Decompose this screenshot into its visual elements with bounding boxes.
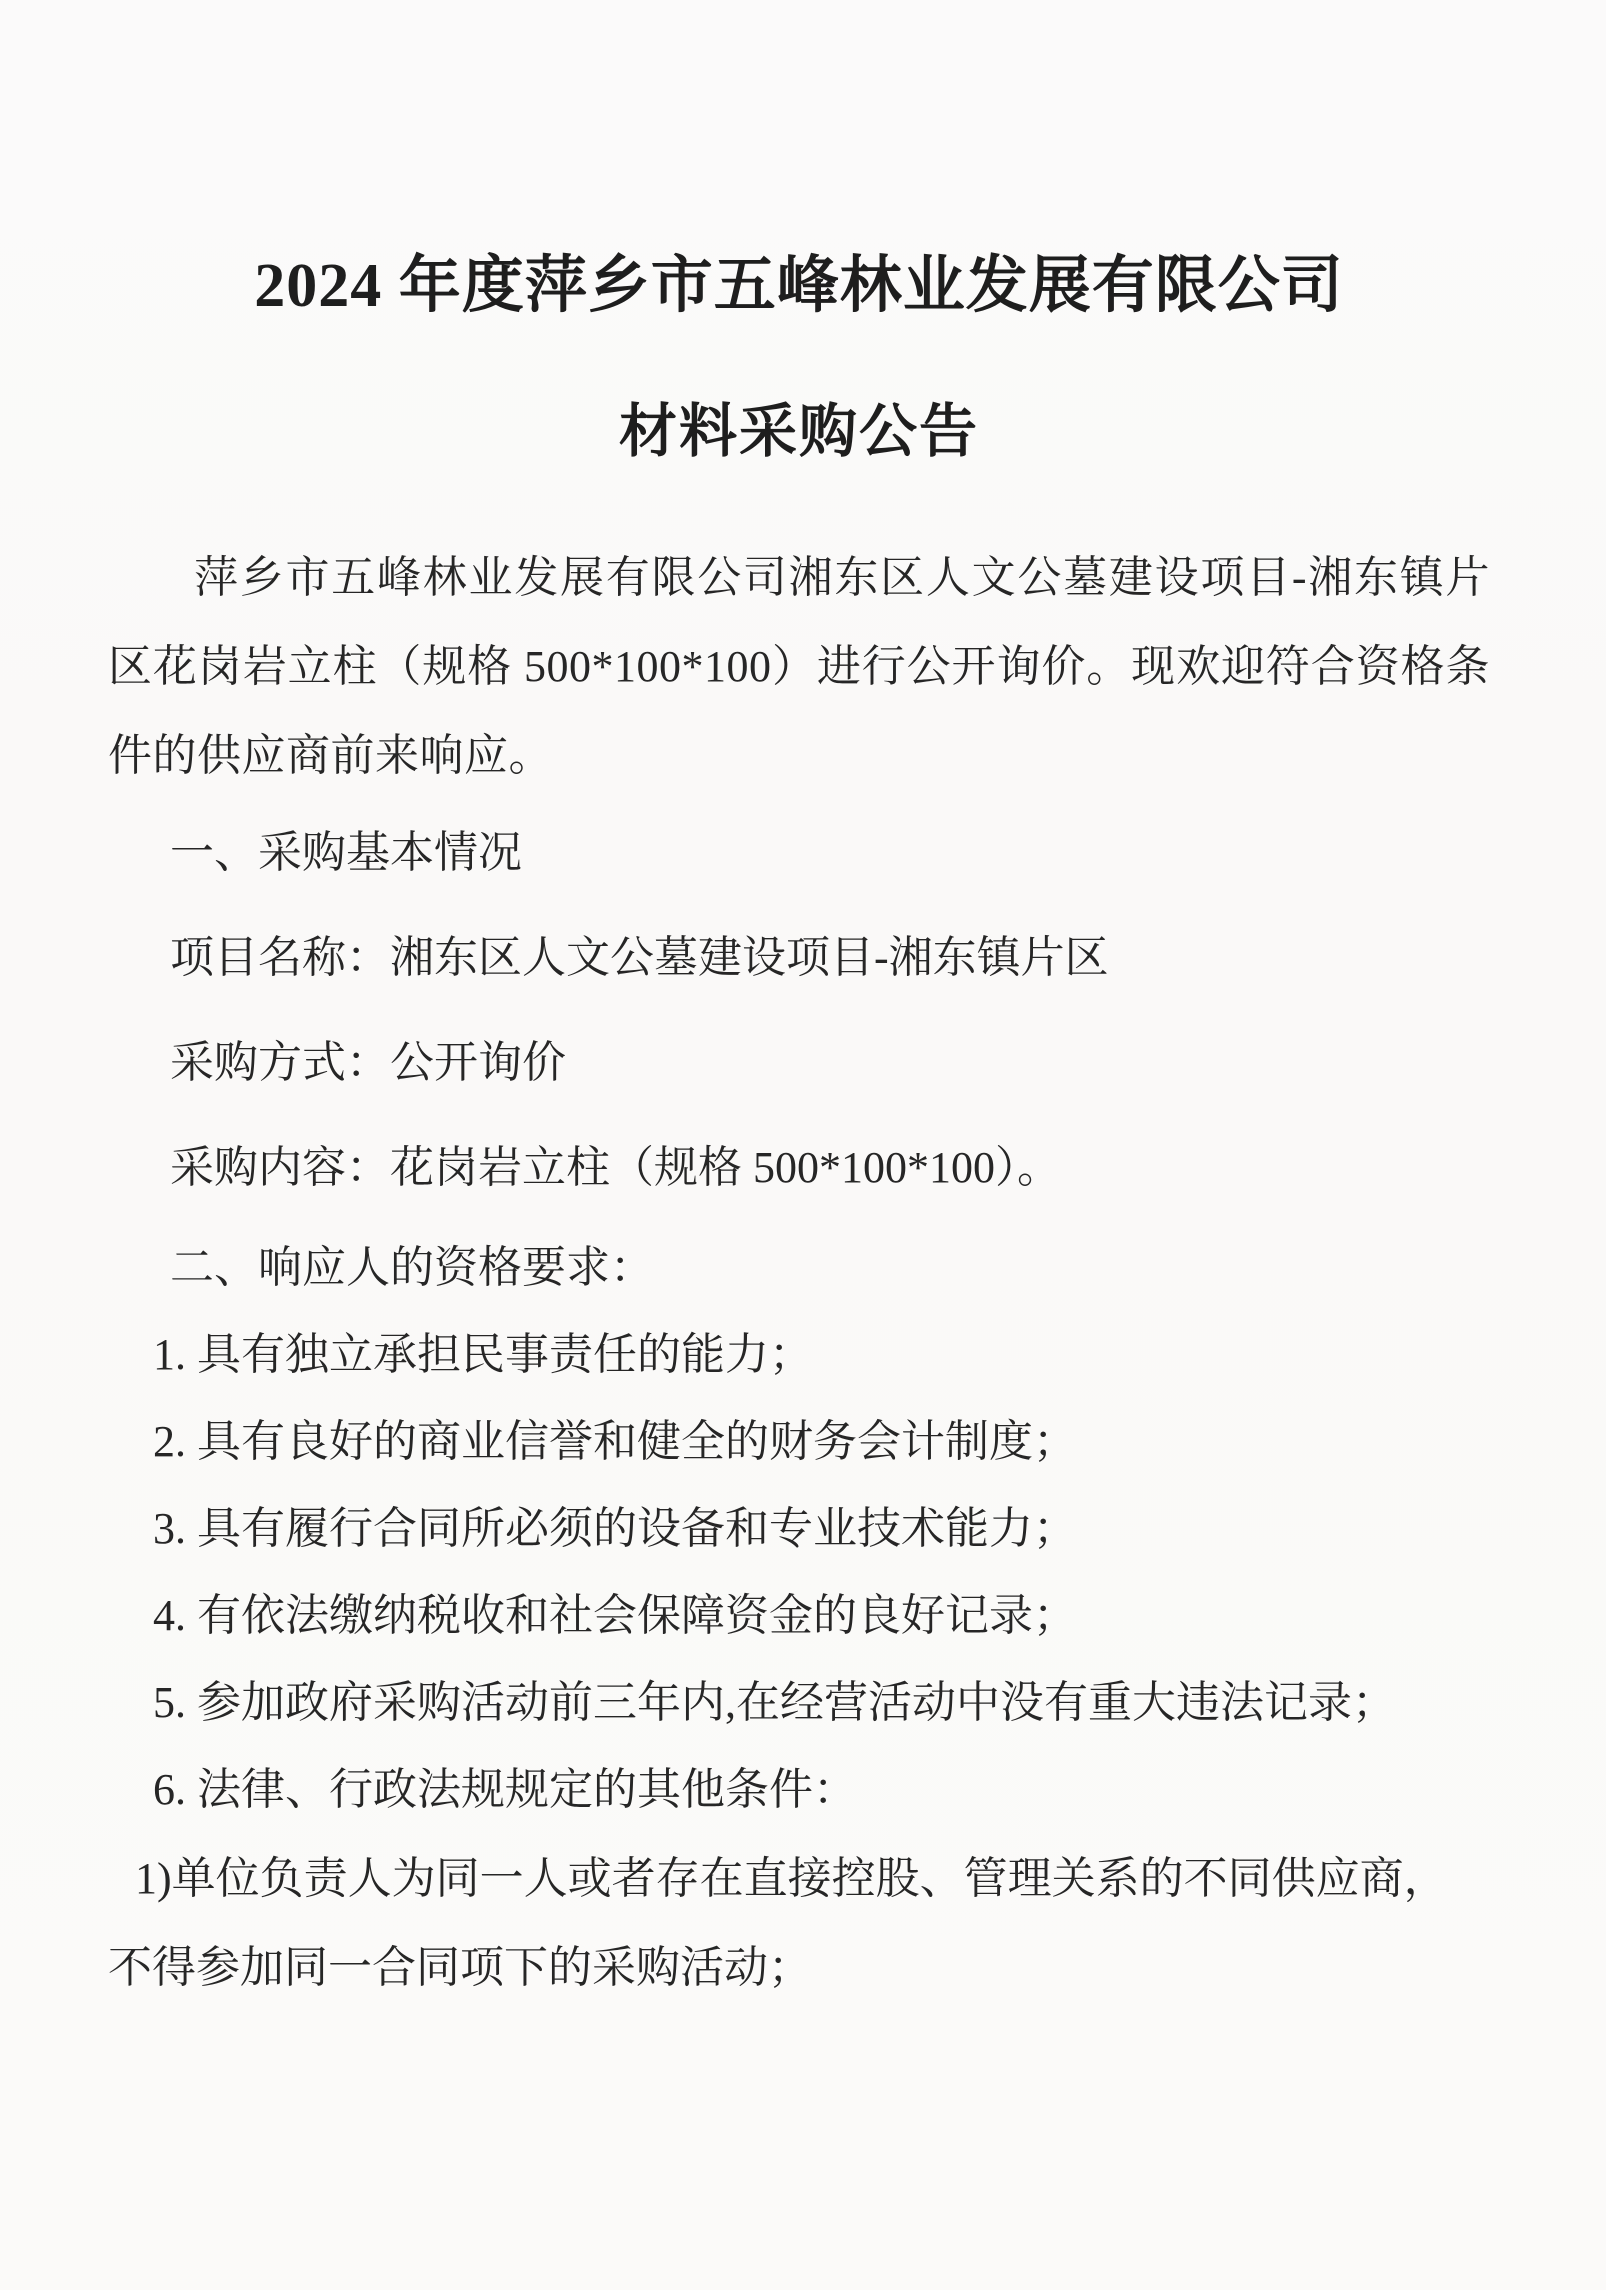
requirement-subitem-1-continuation: 不得参加同一合同项下的采购活动； [108,1943,812,1992]
section-2-heading: 二、响应人的资格要求： [170,1243,654,1292]
requirement-item-5: 5. 参加政府采购活动前三年内,在经营活动中没有重大违法记录； [153,1678,1396,1727]
project-name-line: 项目名称：湘东区人文公墓建设项目-湘东镇片区 [170,933,1109,982]
section-1-heading: 一、采购基本情况 [170,828,522,877]
requirement-item-6: 6. 法律、行政法规规定的其他条件： [153,1765,857,1814]
document-title: 2024 年度萍乡市五峰林业发展有限公司 [254,252,1344,320]
requirement-item-1: 1. 具有独立承担民事责任的能力； [153,1330,813,1379]
requirement-item-2: 2. 具有良好的商业信誉和健全的财务会计制度； [153,1417,1077,1466]
document-subtitle: 材料采购公告 [618,399,979,464]
requirement-subitem-1: 1)单位负责人为同一人或者存在直接控股、管理关系的不同供应商， [135,1854,1448,1903]
procurement-method-line: 采购方式：公开询价 [170,1038,566,1087]
requirement-item-4: 4. 有依法缴纳税收和社会保障资金的良好记录； [153,1591,1077,1640]
requirement-item-3: 3. 具有履行合同所必须的设备和专业技术能力； [153,1504,1077,1553]
procurement-content-line: 采购内容：花岗岩立柱（规格 500*100*100）。 [170,1143,1061,1192]
intro-paragraph: 萍乡市五峰林业发展有限公司湘东区人文公墓建设项目-湘东镇片区花岗岩立柱（规格 500*100*100）进行公开询价。现欢迎符合资格条件的供应商前来响应。 [108,553,1490,780]
